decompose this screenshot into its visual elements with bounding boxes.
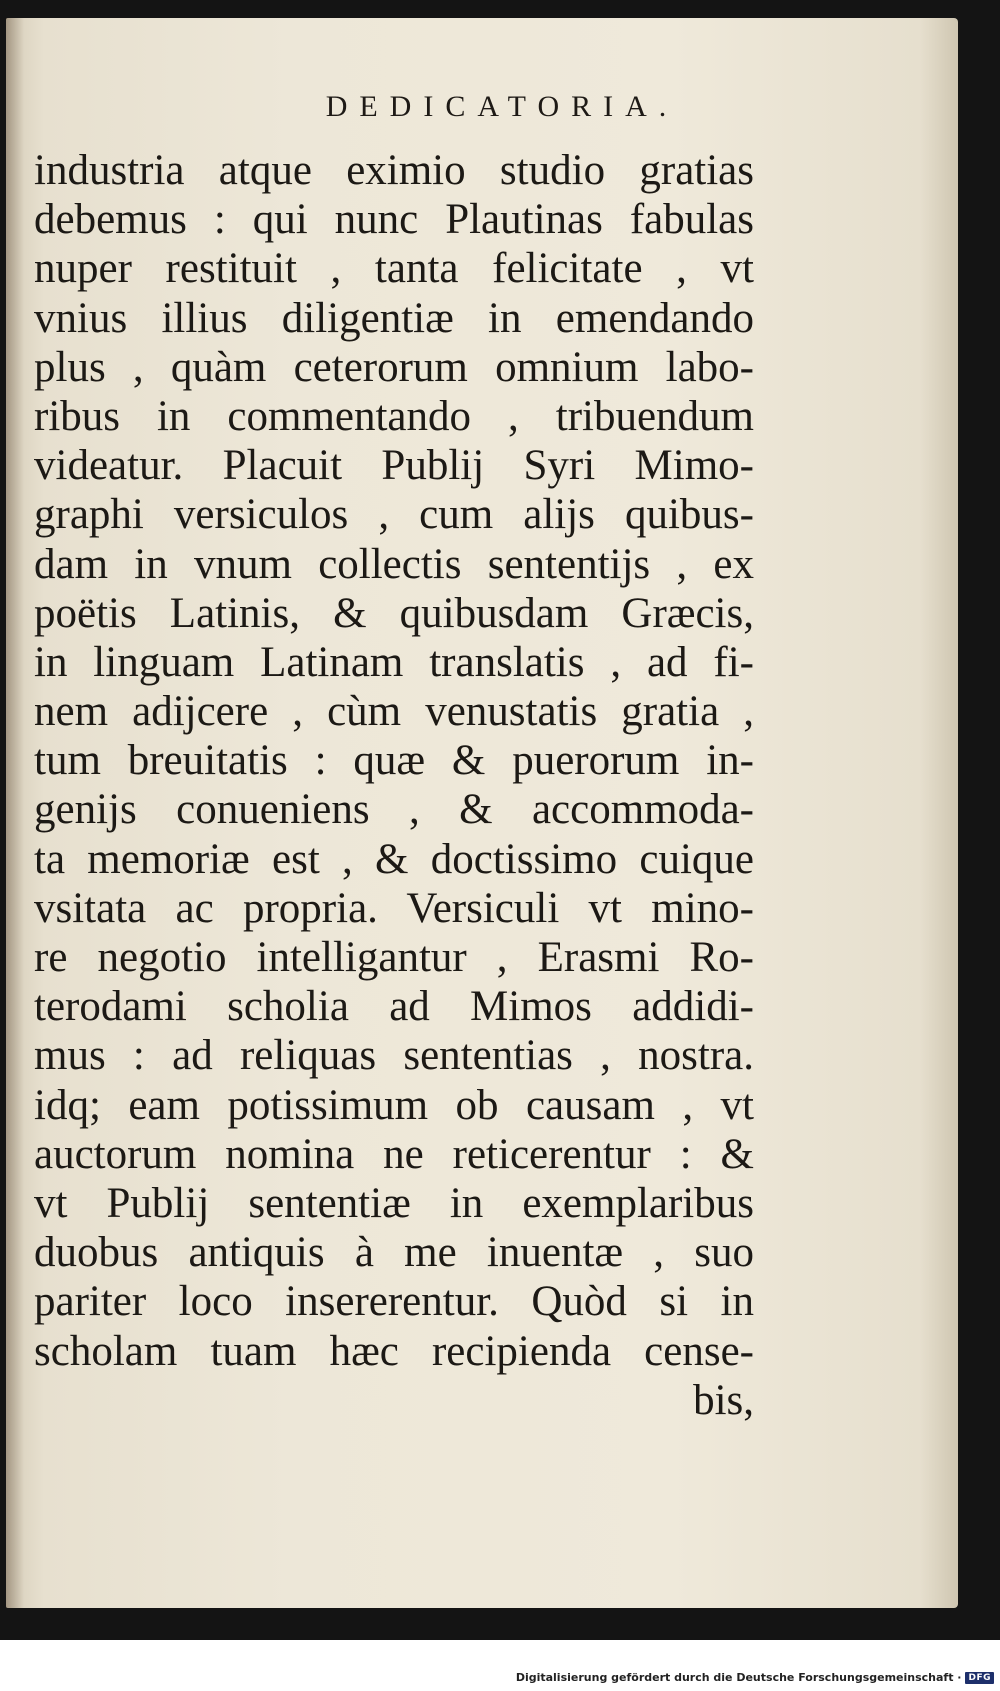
text-line: ta memoriæ est , & doctissimo cuique bbox=[34, 835, 754, 883]
text-line: pariter loco insererentur. Quòd si in bbox=[34, 1278, 754, 1326]
text-line: poëtis Latinis, & quibusdam Græcis, bbox=[34, 589, 754, 637]
text-line: in linguam Latinam translatis , ad fi- bbox=[34, 638, 754, 686]
text-line: debemus : qui nunc Plautinas fabulas bbox=[34, 196, 754, 244]
body-text bbox=[34, 146, 754, 1425]
funding-footer bbox=[516, 1671, 994, 1684]
text-line: auctorum nomina ne reticerentur : & bbox=[34, 1130, 754, 1178]
text-line: nem adijcere , cùm venustatis gratia , bbox=[34, 688, 754, 736]
page-gutter-shadow bbox=[6, 18, 24, 1608]
catchword: bis, bbox=[693, 1376, 754, 1424]
funding-note: Digitalisierung gefördert durch die Deutsche Forschungsgemeinschaft · bbox=[515, 1671, 962, 1684]
text-line: vnius illius diligentiæ in emendando bbox=[34, 294, 754, 342]
text-line: ribus in commentando , tribuendum bbox=[34, 392, 754, 440]
text-line: vt Publij sententiæ in exemplaribus bbox=[34, 1179, 754, 1227]
text-line: re negotio intelligantur , Erasmi Ro- bbox=[34, 934, 754, 981]
text-line: scholam tuam hæc recipienda cense- bbox=[34, 1327, 754, 1375]
text-line: duobus antiquis à me inuentæ , suo bbox=[34, 1229, 754, 1277]
text-line: industria atque eximio studio gratias bbox=[34, 147, 754, 194]
text-line: terodami scholia ad Mimos addidi- bbox=[34, 983, 754, 1031]
running-head: DEDICATORIA. bbox=[325, 90, 679, 123]
text-line: graphi versiculos , cum alijs quibus- bbox=[34, 491, 754, 539]
text-line: vsitata ac propria. Versiculi vt mino- bbox=[34, 884, 754, 932]
text-line: dam in vnum collectis sententijs , ex bbox=[34, 540, 754, 588]
text-line: idq; eam potissimum ob causam , vt bbox=[34, 1081, 754, 1129]
dfg-logo: DFG bbox=[965, 1672, 994, 1684]
text-line: videatur. Placuit Publij Syri Mimo- bbox=[34, 442, 754, 490]
text-line: tum breuitatis : quæ & puerorum in- bbox=[34, 737, 754, 785]
text-line: mus : ad reliquas sententias , nostra. bbox=[34, 1032, 754, 1080]
text-line: genijs conueniens , & accommoda- bbox=[34, 786, 754, 834]
text-line: plus , quàm ceterorum omnium labo- bbox=[34, 343, 754, 391]
book-page bbox=[6, 18, 958, 1608]
text-line: nuper restituit , tanta felicitate , vt bbox=[34, 245, 754, 293]
